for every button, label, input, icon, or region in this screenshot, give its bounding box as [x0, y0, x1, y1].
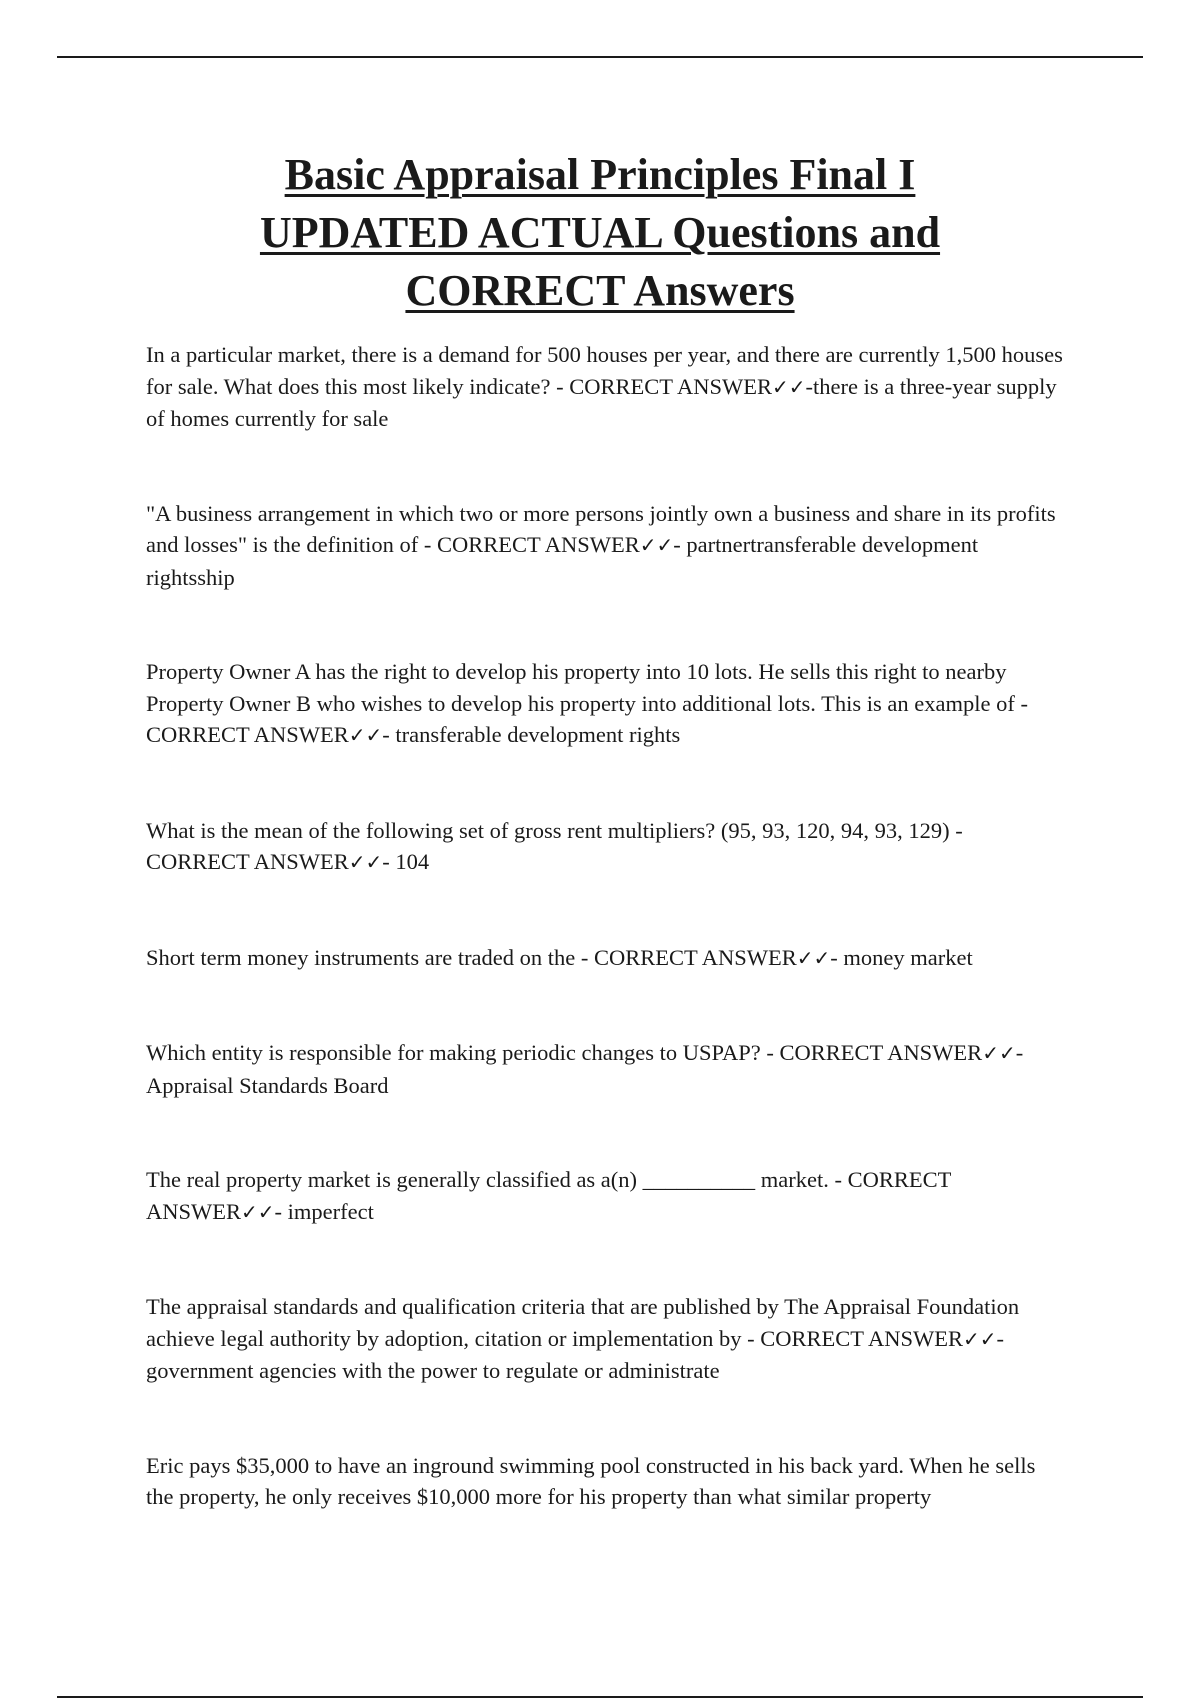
question-text: Short term money instruments are traded on the [146, 944, 576, 970]
answer-text: - Appraisal Standards Board [146, 1040, 1024, 1098]
answer-marker: - CORRECT ANSWER [580, 944, 797, 970]
check-marks: ✓✓ [241, 1199, 275, 1224]
question-text: Property Owner A has the right to develop his property into 10 lots. He sells this right to nearby Property Owner B who wishes to develop his property into additional lots. This is an example of [146, 659, 1015, 716]
answer-text: -there is a three-year supply of homes currently for sale [146, 373, 1057, 431]
qa-item [146, 1164, 1066, 1228]
title-line: UPDATED ACTUAL Questions and [259, 208, 941, 257]
qa-item [146, 656, 1066, 752]
answer-text: - imperfect [274, 1198, 374, 1224]
question-text: Eric pays $35,000 to have an inground swimming pool constructed in his back yard. When he sells the property, he only receives $10,000 more for his property than what similar property [146, 1452, 1036, 1509]
check-marks: ✓✓ [771, 374, 806, 399]
answer-marker: - CORRECT ANSWER [556, 373, 772, 399]
answer-marker: - CORRECT ANSWER [146, 817, 963, 874]
question-text: Which entity is responsible for making periodic changes to USPAP? [146, 1040, 761, 1065]
qa-item [146, 498, 1066, 594]
answer-text: - 104 [382, 849, 430, 874]
check-marks: ✓✓ [962, 1326, 997, 1351]
question-text: "A business arrangement in which two or more persons jointly own a business and share in its profits and losses" is the definition of [146, 500, 1056, 557]
qa-item [146, 1037, 1066, 1101]
answer-marker: - CORRECT ANSWER [423, 532, 640, 557]
answer-marker: - CORRECT ANSWER [146, 1167, 951, 1224]
answer-text: - transferable development rights [382, 722, 681, 747]
qa-item [146, 339, 1066, 435]
answer-marker: - CORRECT ANSWER [747, 1325, 963, 1351]
qa-item [146, 815, 1066, 879]
answer-text: - money market [830, 944, 973, 970]
answer-text: - government agencies with the power to regulate or administrate [146, 1325, 1004, 1383]
check-marks: ✓✓ [982, 1041, 1016, 1065]
answer-text: - partnertransferable development rightsship [146, 532, 979, 590]
question-text: What is the mean of the following set of gross rent multipliers? (95, 93, 120, 94, 93, 129) [146, 817, 950, 843]
answer-marker: - CORRECT ANSWER [766, 1040, 983, 1065]
question-text: The real property market is generally classified as a(n) __________ market. [146, 1167, 829, 1192]
qa-list [146, 339, 1066, 1576]
question-text: The appraisal standards and qualification criteria that are published by The Appraisal Foundation achieve legal authority by adoption, citation or implementation by [146, 1294, 1020, 1351]
title-line: CORRECT Answers [405, 266, 795, 315]
qa-item [146, 942, 1066, 975]
qa-item [146, 1450, 1066, 1513]
check-marks: ✓✓ [796, 945, 831, 970]
check-marks: ✓✓ [639, 533, 674, 557]
question-text: In a particular market, there is a demand for 500 houses per year, and there are currently 1,500 houses for sale. What does this most likely indicate? [146, 342, 1063, 399]
qa-item [146, 1291, 1066, 1387]
check-marks: ✓✓ [348, 723, 383, 747]
title-line: Basic Appraisal Principles Final I [284, 150, 916, 199]
document-title [100, 146, 1100, 320]
bottom-rule [57, 1696, 1143, 1698]
check-marks: ✓✓ [348, 850, 383, 874]
top-rule [57, 56, 1143, 58]
answer-marker: - CORRECT ANSWER [146, 690, 1028, 747]
